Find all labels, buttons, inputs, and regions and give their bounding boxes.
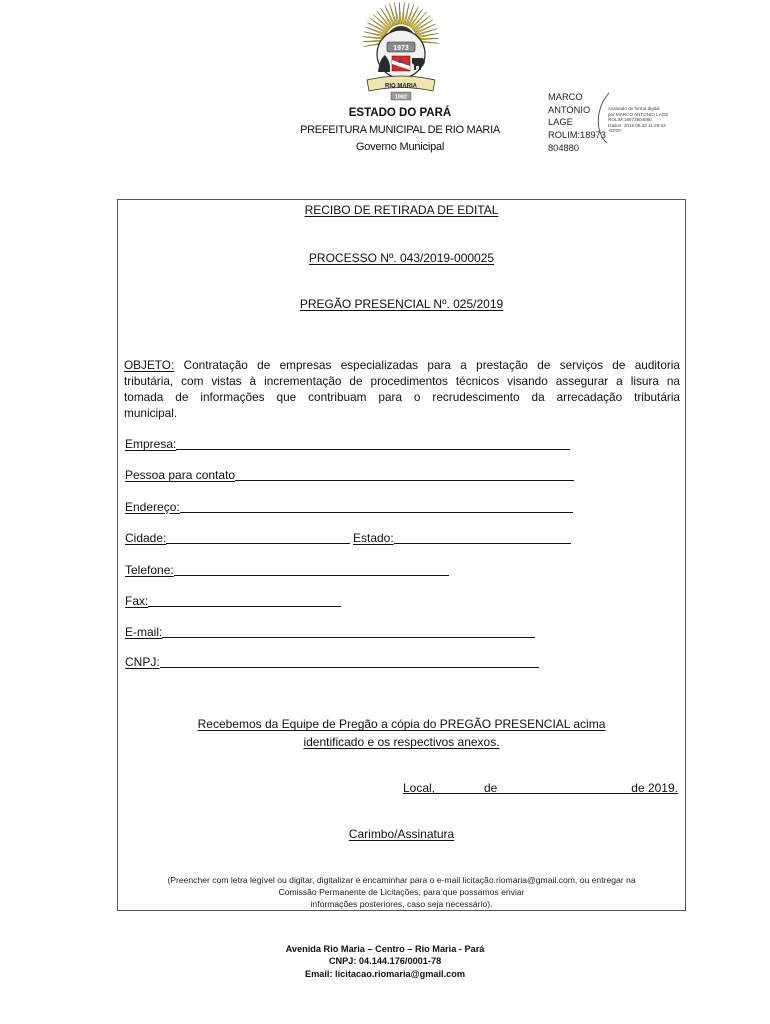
sun-ray bbox=[402, 2, 405, 24]
signature-detail-line: ROLIM:18973804880 bbox=[608, 117, 652, 123]
state-blank-line bbox=[394, 531, 571, 544]
government-label: Governo Municipal bbox=[355, 141, 445, 153]
signature-name-line: MARCO bbox=[548, 92, 583, 102]
receipt-statement-line bbox=[117, 717, 686, 731]
address-blank-line bbox=[180, 500, 573, 513]
stamp-signature-row bbox=[117, 827, 686, 841]
footer-address: Avenida Rio Maria – Centro – Rio Maria - Pará bbox=[285, 944, 485, 954]
company-blank-line bbox=[176, 437, 570, 450]
cnpj-blank-line bbox=[160, 655, 539, 668]
cnpj-label: CNPJ: bbox=[125, 655, 160, 669]
signature-detail-line: Assinado de forma digital bbox=[608, 106, 660, 111]
date-year-label: de 2019. bbox=[631, 781, 678, 795]
phone-label: Telefone: bbox=[125, 563, 174, 577]
footer-cnpj: CNPJ: 04.144.176/0001-78 bbox=[328, 956, 442, 966]
signature-name-line: LAGE bbox=[548, 117, 573, 128]
contact-blank-line bbox=[235, 468, 574, 481]
auction-number: PREGÃO PRESENCIAL Nº. 025/2019 bbox=[299, 297, 504, 311]
form-title: RECIBO DE RETIRADA DE EDITAL bbox=[304, 203, 499, 217]
process-number: PROCESSO Nº. 043/2019-000025 bbox=[308, 251, 495, 265]
email-field bbox=[125, 625, 535, 639]
auction-number-row bbox=[117, 297, 686, 311]
receipt-statement-text: identificado e os respectivos anexos. bbox=[303, 735, 500, 749]
receipt-statement-text: Recebemos da Equipe de Pregão a cópia do PREGÃO PRESENCIAL acima bbox=[197, 717, 606, 731]
state-field bbox=[353, 531, 571, 545]
seal-ribbon-text: RIO MARIA bbox=[385, 83, 417, 90]
footer-email: Email: licitacao.riomaria@gmail.com bbox=[304, 969, 466, 979]
phone-blank-line bbox=[174, 563, 449, 576]
city-field bbox=[125, 531, 350, 545]
object-line: tomada de informações que contribuam para o recrudescimento da arrecadação tributária bbox=[124, 390, 680, 404]
address-label: Endereço: bbox=[125, 500, 180, 514]
place-date-line bbox=[403, 781, 678, 795]
object-line: tributária, com vistas à incrementação de procedimentos técnicos visando assegurar a lisura na bbox=[124, 374, 680, 388]
process-number-row bbox=[117, 251, 686, 265]
instructions-line: informações posteriores, caso seja necessário). bbox=[310, 899, 493, 909]
contact-label: Pessoa para contato bbox=[125, 468, 236, 482]
state-name: ESTADO DO PARÁ bbox=[348, 107, 452, 119]
digital-signature-details bbox=[608, 106, 668, 134]
stamp-signature-label: Carimbo/Assinatura bbox=[348, 827, 455, 841]
place-label: Local, bbox=[403, 781, 436, 795]
address-field bbox=[125, 500, 573, 514]
date-de-label: de bbox=[484, 781, 498, 795]
object-line: municipal. bbox=[124, 406, 178, 420]
object-paragraph bbox=[124, 357, 680, 421]
signature-name-line: ROLIM:18973 bbox=[548, 130, 606, 141]
fax-blank-line bbox=[148, 594, 341, 607]
place-date-underline bbox=[403, 793, 678, 794]
cnpj-field bbox=[125, 655, 539, 669]
instructions-line: (Preencher com letra legível ou digitar, digitalizar e encaminhar para o e-mail licitação.riomaria@gmail.com, ou entregar na bbox=[167, 875, 636, 885]
contact-field bbox=[125, 468, 574, 482]
seal-year-bottom: 1982 bbox=[394, 94, 408, 101]
city-label: Cidade: bbox=[125, 531, 167, 545]
object-label: OBJETO: bbox=[124, 358, 175, 372]
instructions-line: Comissão Permanente de Licitações, para que possamos enviar bbox=[278, 887, 525, 897]
form-title-row bbox=[117, 203, 686, 217]
city-blank-line bbox=[166, 531, 350, 544]
state-label: Estado: bbox=[353, 531, 394, 545]
object-line bbox=[124, 357, 680, 373]
fax-label: Fax: bbox=[125, 594, 149, 608]
sun-ray bbox=[399, 2, 401, 24]
signature-detail-line: Dados: 2019.06.23 11:28:52 bbox=[608, 122, 666, 128]
signature-detail-line: por MARCO ANTONIO LAGE bbox=[608, 111, 669, 117]
signature-detail-line: -03'00' bbox=[608, 128, 622, 134]
fax-field bbox=[125, 594, 341, 608]
signature-name-line: 804880 bbox=[548, 142, 580, 153]
seal-year-top: 1973 bbox=[393, 45, 409, 52]
receipt-statement-line bbox=[117, 735, 686, 749]
email-blank-line bbox=[162, 625, 535, 638]
prefecture-name: PREFEITURA MUNICIPAL DE RIO MARIA bbox=[300, 124, 500, 136]
company-field bbox=[125, 437, 570, 451]
phone-field bbox=[125, 563, 449, 577]
municipal-seal bbox=[361, 0, 441, 104]
email-label: E-mail: bbox=[125, 625, 163, 639]
object-text: Contratação de empresas especializadas para a prestação de serviços de auditoria bbox=[183, 358, 680, 372]
seal-flag-star-icon bbox=[398, 60, 401, 63]
signature-name-line: ANTONIO bbox=[548, 104, 591, 115]
company-label: Empresa: bbox=[125, 437, 177, 451]
